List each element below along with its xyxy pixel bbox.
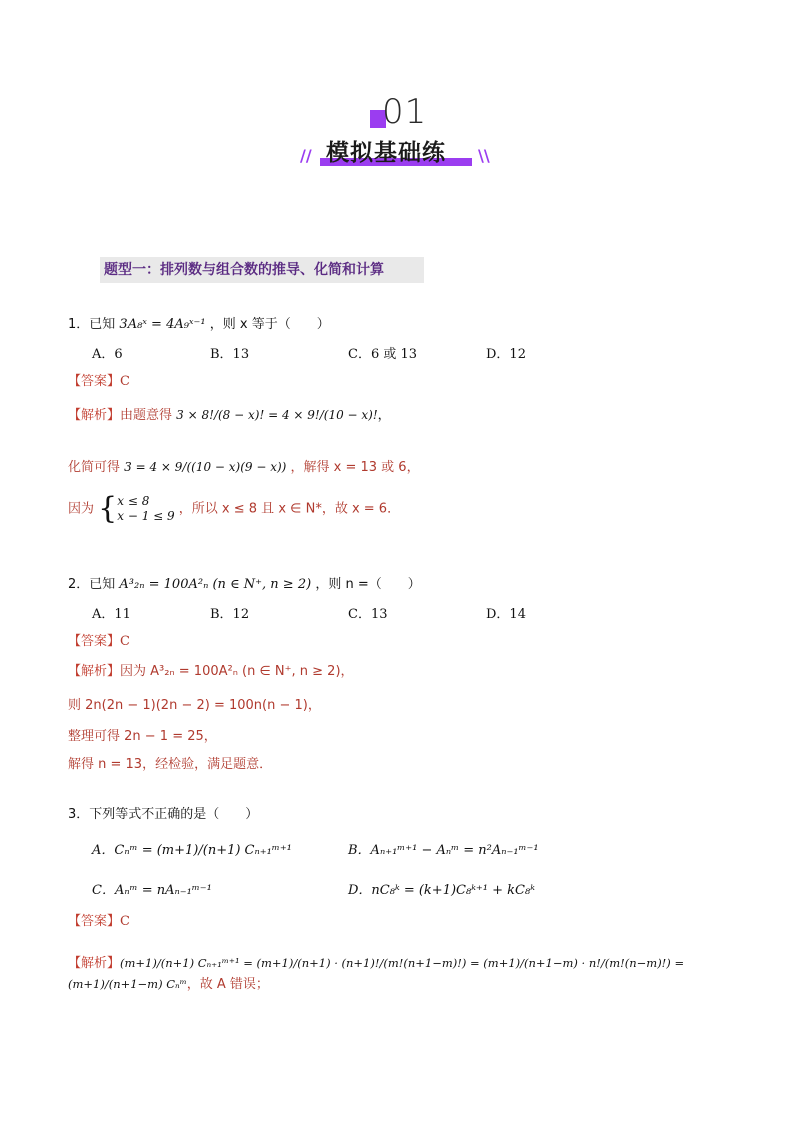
q2-answer-value: C [120, 634, 130, 649]
q2-analysis-step4: 解得 n = 13，经检验，满足题意． [68, 757, 273, 772]
q1-answer [68, 373, 130, 391]
q1-option-b: B．13 [210, 347, 250, 362]
q1-option-d: D．12 [486, 347, 526, 362]
answer-tag: 【答案】 [68, 914, 121, 929]
q1-step1-math: 3 × 8!/(8 − x)! = 4 × 9!/(10 − x)! [176, 408, 378, 422]
chapter-banner [300, 138, 492, 172]
q2-analysis-step2: 则 2n(2n − 1)(2n − 2) = 100n(n − 1)， [68, 698, 321, 713]
q1-step3-prefix: 因为 [68, 501, 95, 517]
answer-tag: 【答案】 [68, 374, 121, 389]
q1-analysis-step2 [68, 458, 420, 477]
q1-option-a: A．6 [92, 347, 123, 362]
question-2-stem [68, 576, 421, 594]
q3-option-d: D．nC₈ᵏ = (k+1)C₈ᵏ⁺¹ + kC₈ᵏ [348, 883, 535, 898]
q2-option-c: C．13 [348, 607, 388, 622]
q1-option-c: C．6 或 13 [348, 347, 418, 362]
answer-tag: 【答案】 [68, 634, 121, 649]
q1-step2-suffix: ，解得 x = 13 或 6， [290, 460, 420, 475]
q1-step2-math: 3 = 4 × 9/((10 − x)(9 − x)) [124, 460, 287, 474]
q2-analysis-step3: 整理可得 2n − 1 = 25， [68, 729, 217, 744]
analysis-tag: 【解析】 [68, 956, 121, 971]
q2-option-a: A．11 [92, 607, 131, 622]
chapter-number-badge [368, 92, 428, 132]
q3-answer-value: C [120, 914, 130, 929]
q1-analysis-step1: 【解析】由题意得 3 × 8!/(8 − x)! = 4 × 9!/(10 − x)!， [68, 408, 391, 423]
q1-ineq-2: x − 1 ≤ 9 [117, 509, 175, 523]
q1-step2-prefix: 化简可得 [68, 460, 121, 475]
q2-option-b: B．12 [210, 607, 250, 622]
q2-step1: 因为 A³₂ₙ = 100A²ₙ (n ∈ N⁺, n ≥ 2)， [120, 664, 354, 679]
q2-answer [68, 633, 130, 651]
q3-option-a: A．Cₙᵐ = (m+1)/(n+1) Cₙ₊₁ᵐ⁺¹ [92, 843, 292, 858]
analysis-tag: 【解析】 [68, 408, 121, 423]
q1-ineq-1: x ≤ 8 [117, 494, 150, 508]
chapter-title: 模拟基础练 [326, 140, 446, 166]
q2-prefix: 2．已知 [68, 577, 116, 592]
q1-step1-prefix: 由题意得 [120, 408, 173, 423]
system-brace: { [98, 491, 118, 526]
q2-option-d: D．14 [486, 607, 526, 622]
q3-analysis-math: (m+1)/(n+1) Cₙ₊₁ᵐ⁺¹ = (m+1)/(n+1) · (n+1)!/(m!(n+1−m)!) = (m+1)/(n+1−m) · n!/(m!(n−m)!) = (m+1)/(n+1−m) Cₙᵐ [68, 956, 685, 991]
left-slash-decoration: // [300, 146, 312, 165]
q1-analysis-step3 [68, 491, 401, 526]
q1-prefix: 1．已知 [68, 317, 116, 332]
chapter-number: 01 [382, 92, 428, 132]
q2-analysis-step1 [68, 663, 354, 681]
q1-inequality-system [117, 494, 174, 524]
q1-step3-suffix: ，所以 x ≤ 8 且 x ∈ N*，故 x = 6． [178, 501, 401, 517]
q1-answer-value: C [120, 374, 130, 389]
q3-option-c: C．Aₙᵐ = nAₙ₋₁ᵐ⁻¹ [92, 883, 212, 898]
q3-analysis [68, 953, 728, 995]
q3-option-b: B．Aₙ₊₁ᵐ⁺¹ − Aₙᵐ = n²Aₙ₋₁ᵐ⁻¹ [348, 843, 539, 858]
question-1-stem [68, 316, 330, 334]
q2-condition: A³₂ₙ = 100A²ₙ (n ∈ N⁺, n ≥ 2) [119, 577, 312, 592]
q1-condition: 3A₈ˣ = 4A₉ˣ⁻¹ [119, 317, 206, 332]
question-3-stem: 3．下列等式不正确的是（ ） [68, 807, 259, 822]
q3-answer [68, 913, 130, 931]
q2-suffix: ，则 n =（ ） [315, 577, 421, 592]
q3-analysis-suffix: ，故 A 错误； [186, 977, 269, 992]
right-slash-decoration: \\ [478, 146, 490, 165]
q1-suffix: ，则 x 等于（ ） [209, 317, 330, 332]
section-title: 题型一：排列数与组合数的推导、化简和计算 [100, 257, 424, 283]
analysis-tag: 【解析】 [68, 664, 121, 679]
